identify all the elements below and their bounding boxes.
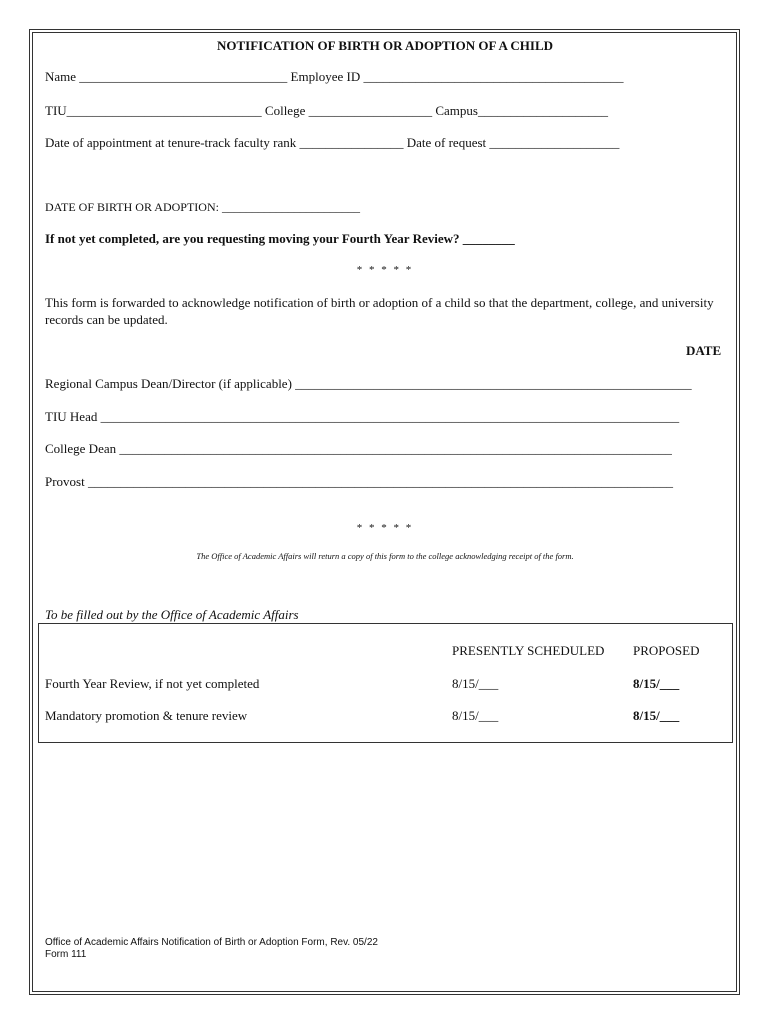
signature-regional-dean[interactable]: Regional Campus Dean/Director (if applicable) _____________________________________________________________ xyxy=(45,376,692,391)
signature-college-dean[interactable]: College Dean _____________________________________________________________________________________ xyxy=(45,441,672,456)
separator-stars-2: * * * * * xyxy=(356,522,414,534)
fourth-year-question[interactable]: If not yet completed, are you requesting moving your Fourth Year Review? ________ xyxy=(45,231,515,246)
row-scheduled-fourth-year[interactable]: 8/15/___ xyxy=(452,676,499,691)
date-column-header: DATE xyxy=(686,343,722,358)
row-proposed-mandatory-promotion[interactable]: 8/15/___ xyxy=(633,708,680,723)
separator-stars: * * * * * xyxy=(356,264,414,276)
name-employee-id-field[interactable]: Name ________________________________ Employee ID ________________________________________ xyxy=(45,69,624,84)
signature-provost[interactable]: Provost __________________________________________________________________________________________ xyxy=(45,474,673,489)
return-copy-note: The Office of Academic Affairs will return a copy of this form to the college acknowledging receipt of the form. xyxy=(196,551,574,561)
date-of-birth-field[interactable]: DATE OF BIRTH OR ADOPTION: _______________________ xyxy=(45,200,360,214)
col-header-proposed: PROPOSED xyxy=(633,643,700,658)
form-title: NOTIFICATION OF BIRTH OR ADOPTION OF A CHILD xyxy=(216,38,554,53)
row-proposed-fourth-year[interactable]: 8/15/___ xyxy=(633,676,680,691)
tiu-college-campus-field[interactable]: TIU______________________________ College ___________________ Campus____________________ xyxy=(45,103,608,118)
row-label-mandatory-promotion: Mandatory promotion & tenure review xyxy=(45,708,248,723)
form-purpose-paragraph: This form is forwarded to acknowledge notification of birth or adoption of a child so that the department, college, and university records can be updated. xyxy=(45,295,714,327)
appointment-request-date-field[interactable]: Date of appointment at tenure-track faculty rank ________________ Date of request ____________________ xyxy=(45,135,620,150)
row-scheduled-mandatory-promotion[interactable]: 8/15/___ xyxy=(452,708,499,723)
footer-form-revision: Office of Academic Affairs Notification of Birth or Adoption Form, Rev. 05/22 xyxy=(45,937,378,948)
footer-form-number: Form 111 xyxy=(45,949,87,960)
office-section-title: To be filled out by the Office of Academic Affairs xyxy=(45,607,299,622)
row-label-fourth-year: Fourth Year Review, if not yet completed xyxy=(45,676,260,691)
signature-tiu-head[interactable]: TIU Head _________________________________________________________________________________________ xyxy=(45,409,680,424)
page-border-inner xyxy=(32,32,737,992)
col-header-presently-scheduled: PRESENTLY SCHEDULED xyxy=(452,643,605,658)
